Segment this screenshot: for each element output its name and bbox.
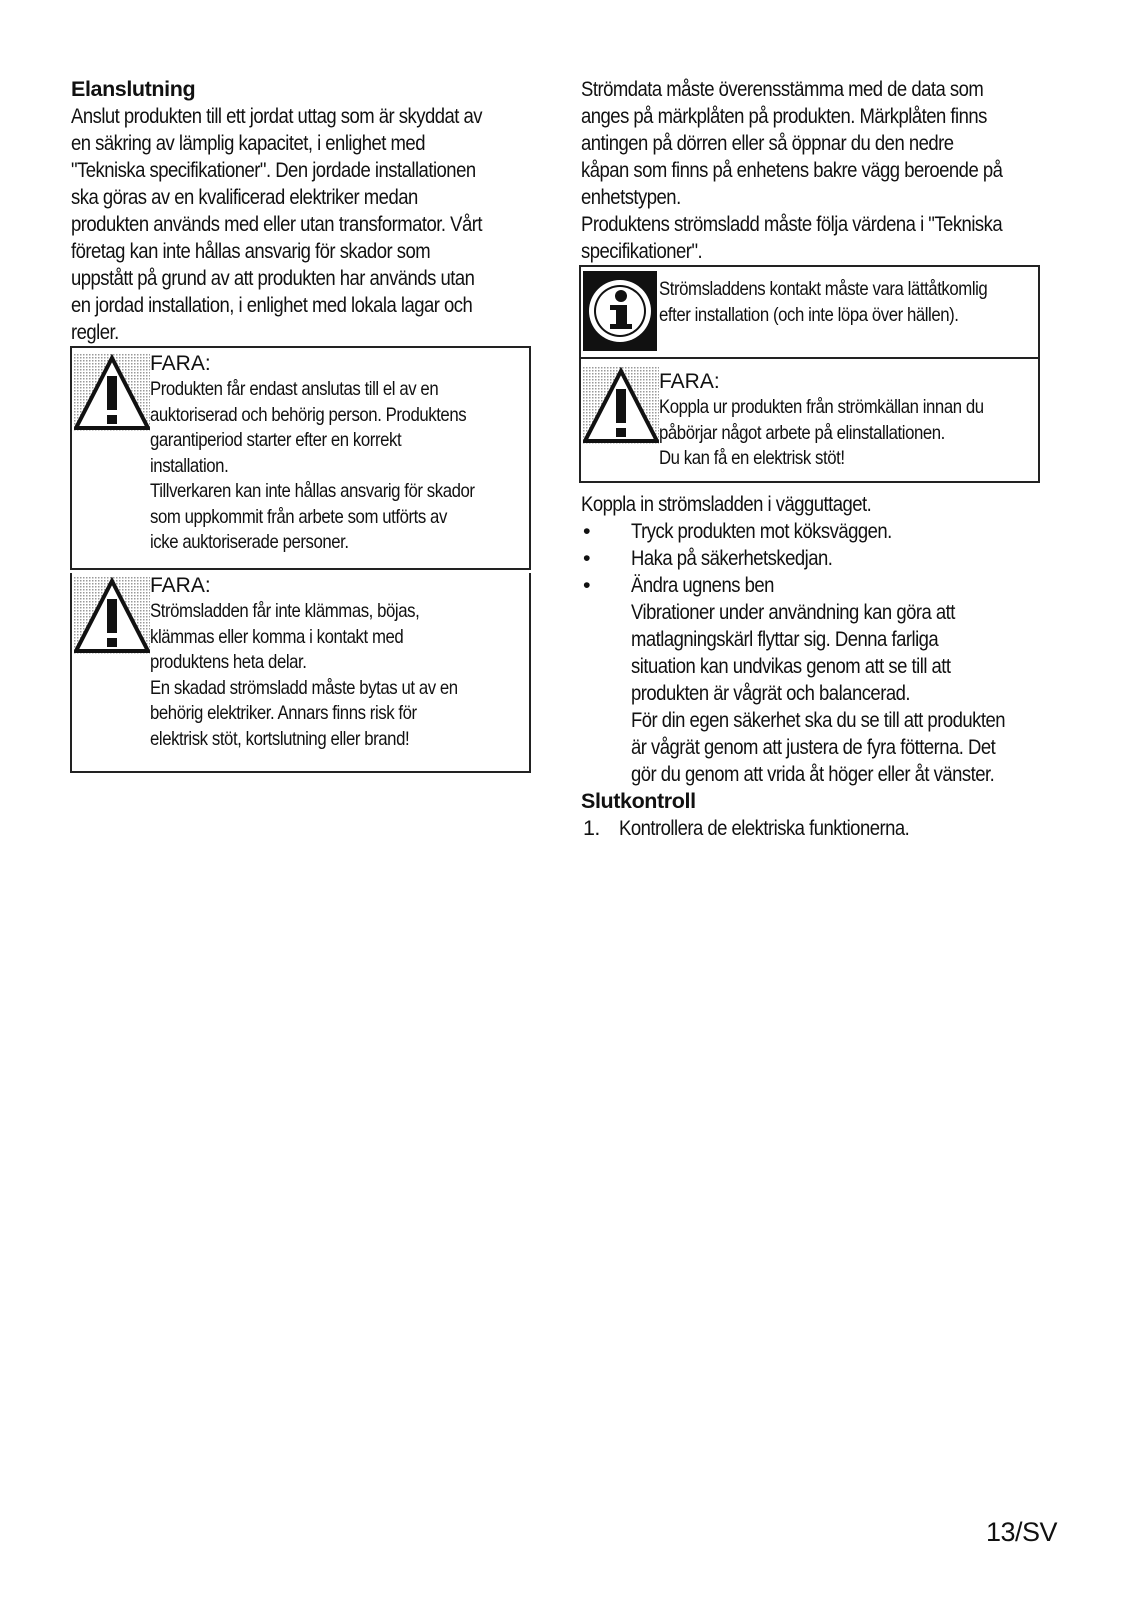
warning-box-2 [70, 573, 531, 773]
warning-title: FARA: [150, 574, 211, 597]
bullet-line: är vågrät genom att justera de fyra fötterna. Det [631, 735, 996, 759]
warning-box-3 [579, 359, 1040, 483]
bullet-item [581, 545, 1051, 572]
warning-line: elektrisk stöt, kortslutning eller brand! [150, 727, 410, 750]
warning-line: Tillverkaren kan inte hållas ansvarig för skador [150, 480, 475, 502]
paragraph-line: produkten används med eller utan transformator. Vårt [71, 212, 483, 236]
warning-triangle-icon [74, 577, 150, 655]
paragraph-line: antingen på dörren eller så öppnar du den nedre [581, 131, 954, 155]
warning-line: som uppkommit från arbete som utförts av [150, 505, 447, 528]
numbered-item [581, 815, 1051, 842]
page-number: 13/SV [986, 1517, 1058, 1547]
paragraph-line: företag kan inte hållas ansvarig för skador som [71, 239, 431, 263]
bullet-line: För din egen säkerhet ska du se till att produkten [631, 708, 1006, 732]
warning-line: icke auktoriserade personer. [150, 531, 349, 553]
bullet-item-legs [581, 572, 1051, 788]
warning-line: klämmas eller komma i kontakt med [150, 625, 404, 648]
warning-line: behörig elektriker. Annars finns risk för [150, 702, 417, 724]
paragraph-line: ska göras av en kvalificerad elektriker medan [71, 185, 418, 209]
warning-line: Produkten får endast anslutas till el av en [150, 378, 439, 400]
info-icon [583, 271, 657, 351]
bullet-text: Tryck produkten mot köksväggen. [631, 519, 892, 543]
item-number: 1. [583, 816, 600, 840]
warning-line: påbörjar något arbete på elinstallationen. [659, 421, 945, 444]
bullet-dot: • [583, 546, 590, 570]
warning-line: produktens heta delar. [150, 651, 307, 673]
paragraph-line: enhetstypen. [581, 185, 681, 209]
warning-box-1 [70, 346, 531, 570]
info-box [579, 265, 1040, 359]
paragraph-line: Produktens strömsladd måste följa värdena i "Tekniska [581, 212, 1003, 236]
bullet-line: produkten är vågrät och balancerad. [631, 681, 911, 705]
right-column [581, 76, 1051, 842]
paragraph-line: Anslut produkten till ett jordat uttag som är skyddat av [71, 104, 482, 128]
paragraph-line: specifikationer". [581, 239, 703, 263]
warning-text [150, 377, 523, 556]
warning-line: Strömsladden får inte klämmas, böjas, [150, 600, 420, 622]
paragraph-line: Strömdata måste överensstämma med de data som [581, 77, 984, 101]
warning-line: auktoriserad och behörig person. Produktens [150, 403, 467, 426]
paragraph-line: "Tekniska specifikationer". Den jordade installationen [71, 158, 476, 182]
info-line: efter installation (och inte löpa över hällen). [659, 303, 959, 326]
paragraph-line: anges på märkplåten på produkten. Märkplåten finns [581, 104, 987, 128]
bullet-line: Vibrationer under användning kan göra att [631, 600, 955, 624]
install-steps [581, 491, 1051, 788]
section-heading-elanslutning: Elanslutning [71, 77, 196, 101]
bullet-item [581, 518, 1051, 545]
bullet-dot: • [583, 519, 590, 543]
warning-line: installation. [150, 454, 229, 477]
left-column [71, 76, 533, 773]
paragraph-line: en säkring av lämplig kapacitet, i enlighet med [71, 131, 425, 155]
elanslutning-paragraph [71, 103, 533, 346]
paragraph-line: regler. [71, 320, 119, 344]
warning-triangle-icon [583, 367, 659, 445]
bullet-line: situation kan undvikas genom att se till att [631, 654, 951, 678]
bullet-line: gör du genom att vrida åt höger eller åt vänster. [631, 762, 995, 786]
warning-line: Du kan få en elektrisk stöt! [659, 447, 845, 469]
bullet-text: Haka på säkerhetskedjan. [631, 546, 833, 570]
warning-title: FARA: [150, 352, 211, 375]
paragraph-line: uppstått på grund av att produkten har används utan [71, 266, 475, 290]
item-text: Kontrollera de elektriska funktionerna. [619, 816, 910, 840]
info-line: Strömsladdens kontakt måste vara lättåtkomlig [659, 278, 988, 300]
warning-text [659, 395, 1032, 472]
warning-triangle-icon [74, 354, 150, 432]
warning-line: En skadad strömsladd måste bytas ut av en [150, 676, 458, 699]
warning-text [150, 599, 523, 752]
install-line: Koppla in strömsladden i vägguttaget. [581, 492, 872, 516]
warning-line: garantiperiod starter efter en korrekt [150, 429, 402, 451]
info-text [659, 277, 1032, 328]
section-heading-slutkontroll: Slutkontroll [581, 789, 696, 813]
bullet-dot: • [583, 573, 590, 597]
warning-line: Koppla ur produkten från strömkällan innan du [659, 396, 984, 418]
paragraph-line: kåpan som finns på enhetens bakre vägg beroende på [581, 158, 1003, 182]
strömdata-paragraph [581, 76, 1051, 265]
bullet-title: Ändra ugnens ben [631, 573, 774, 597]
paragraph-line: en jordad installation, i enlighet med lokala lagar och [71, 293, 473, 317]
bullet-line: matlagningskärl flyttar sig. Denna farliga [631, 627, 939, 651]
warning-title: FARA: [659, 370, 720, 393]
